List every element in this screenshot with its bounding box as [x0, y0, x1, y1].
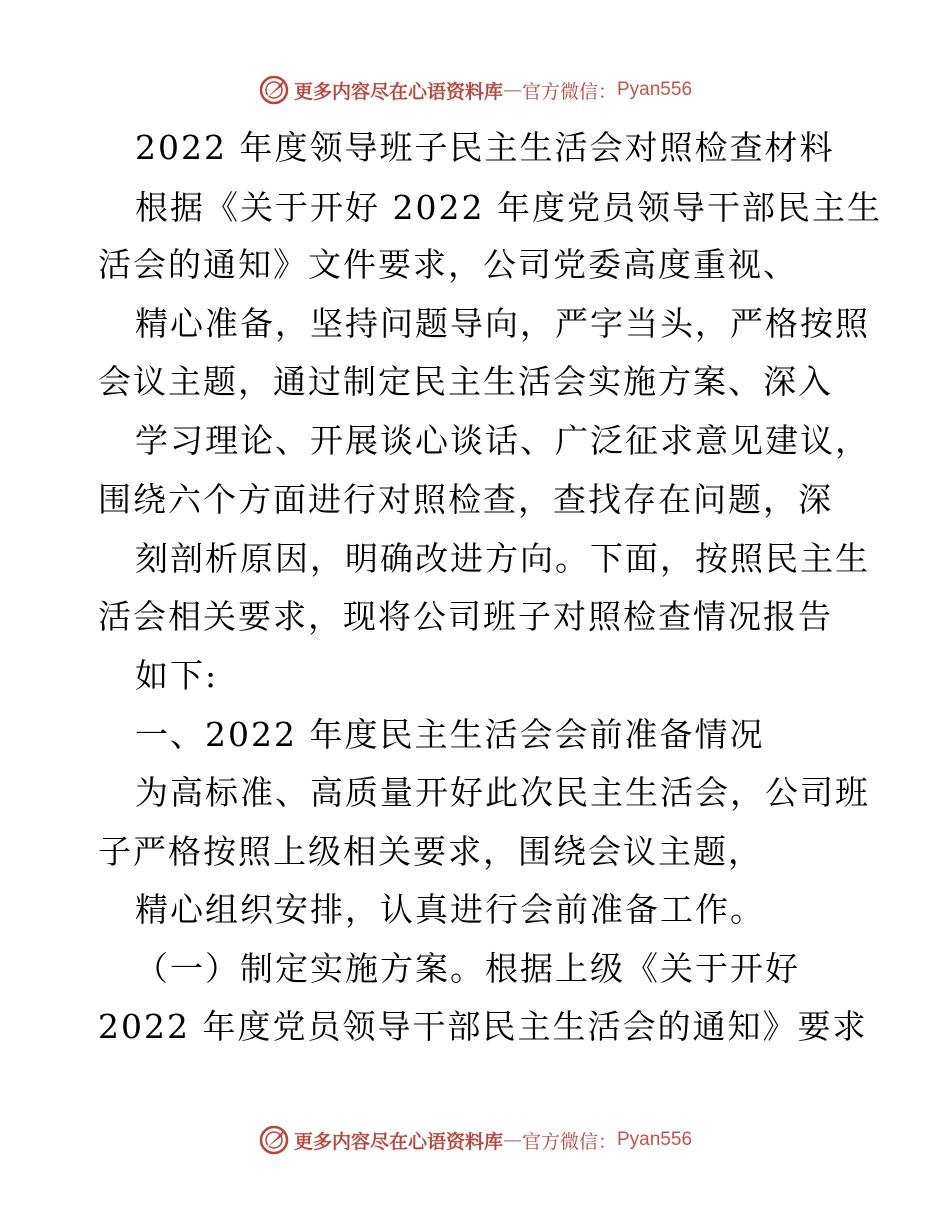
watermark-label: 官方微信：: [521, 80, 617, 103]
doc-line: 活会的通知》文件要求，公司党委高度重视、: [98, 245, 798, 284]
watermark-wechat-id: Pyan556: [617, 79, 693, 100]
doc-line: 活会相关要求，现将公司班子对照检查情况报告: [98, 597, 833, 636]
watermark-site: 更多内容尽在心语资料库: [293, 1130, 503, 1153]
doc-line: 2022 年度党员领导干部民主生活会的通知》要求: [98, 1007, 868, 1046]
doc-line: 如下:: [135, 656, 219, 695]
watermark-separator: —: [502, 1129, 522, 1151]
watermark-site: 更多内容尽在心语资料库: [293, 80, 503, 103]
doc-line: 根据《关于开好 2022 年度党员领导干部民主生: [135, 188, 882, 227]
watermark-footer: [0, 1120, 950, 1160]
doc-title: 2022 年度领导班子民主生活会对照检查材料: [135, 128, 835, 167]
feather-pen-logo-icon: [258, 1124, 290, 1156]
subsection-heading: （一）制定实施方案。根据上级《关于开好: [135, 949, 800, 988]
doc-line: 为高标准、高质量开好此次民主生活会，公司班: [135, 773, 870, 812]
doc-line: 子严格按照上级相关要求，围绕会议主题，: [98, 832, 763, 871]
watermark-label: 官方微信：: [521, 1130, 617, 1153]
watermark-wechat-id: Pyan556: [617, 1129, 693, 1150]
section-heading: 一、2022 年度民主生活会会前准备情况: [135, 715, 765, 754]
doc-line: 围绕六个方面进行对照检查，查找存在问题，深: [98, 480, 833, 519]
doc-line: 学习理论、开展谈心谈话、广泛征求意见建议，: [135, 421, 870, 460]
doc-line: 精心组织安排，认真进行会前准备工作。: [135, 890, 765, 929]
doc-line: 会议主题，通过制定民主生活会实施方案、深入: [98, 362, 833, 401]
watermark-separator: —: [502, 79, 522, 101]
doc-line: 精心准备，坚持问题导向，严字当头，严格按照: [135, 304, 870, 343]
doc-line: 刻剖析原因，明确改进方向。下面，按照民主生: [135, 539, 870, 578]
